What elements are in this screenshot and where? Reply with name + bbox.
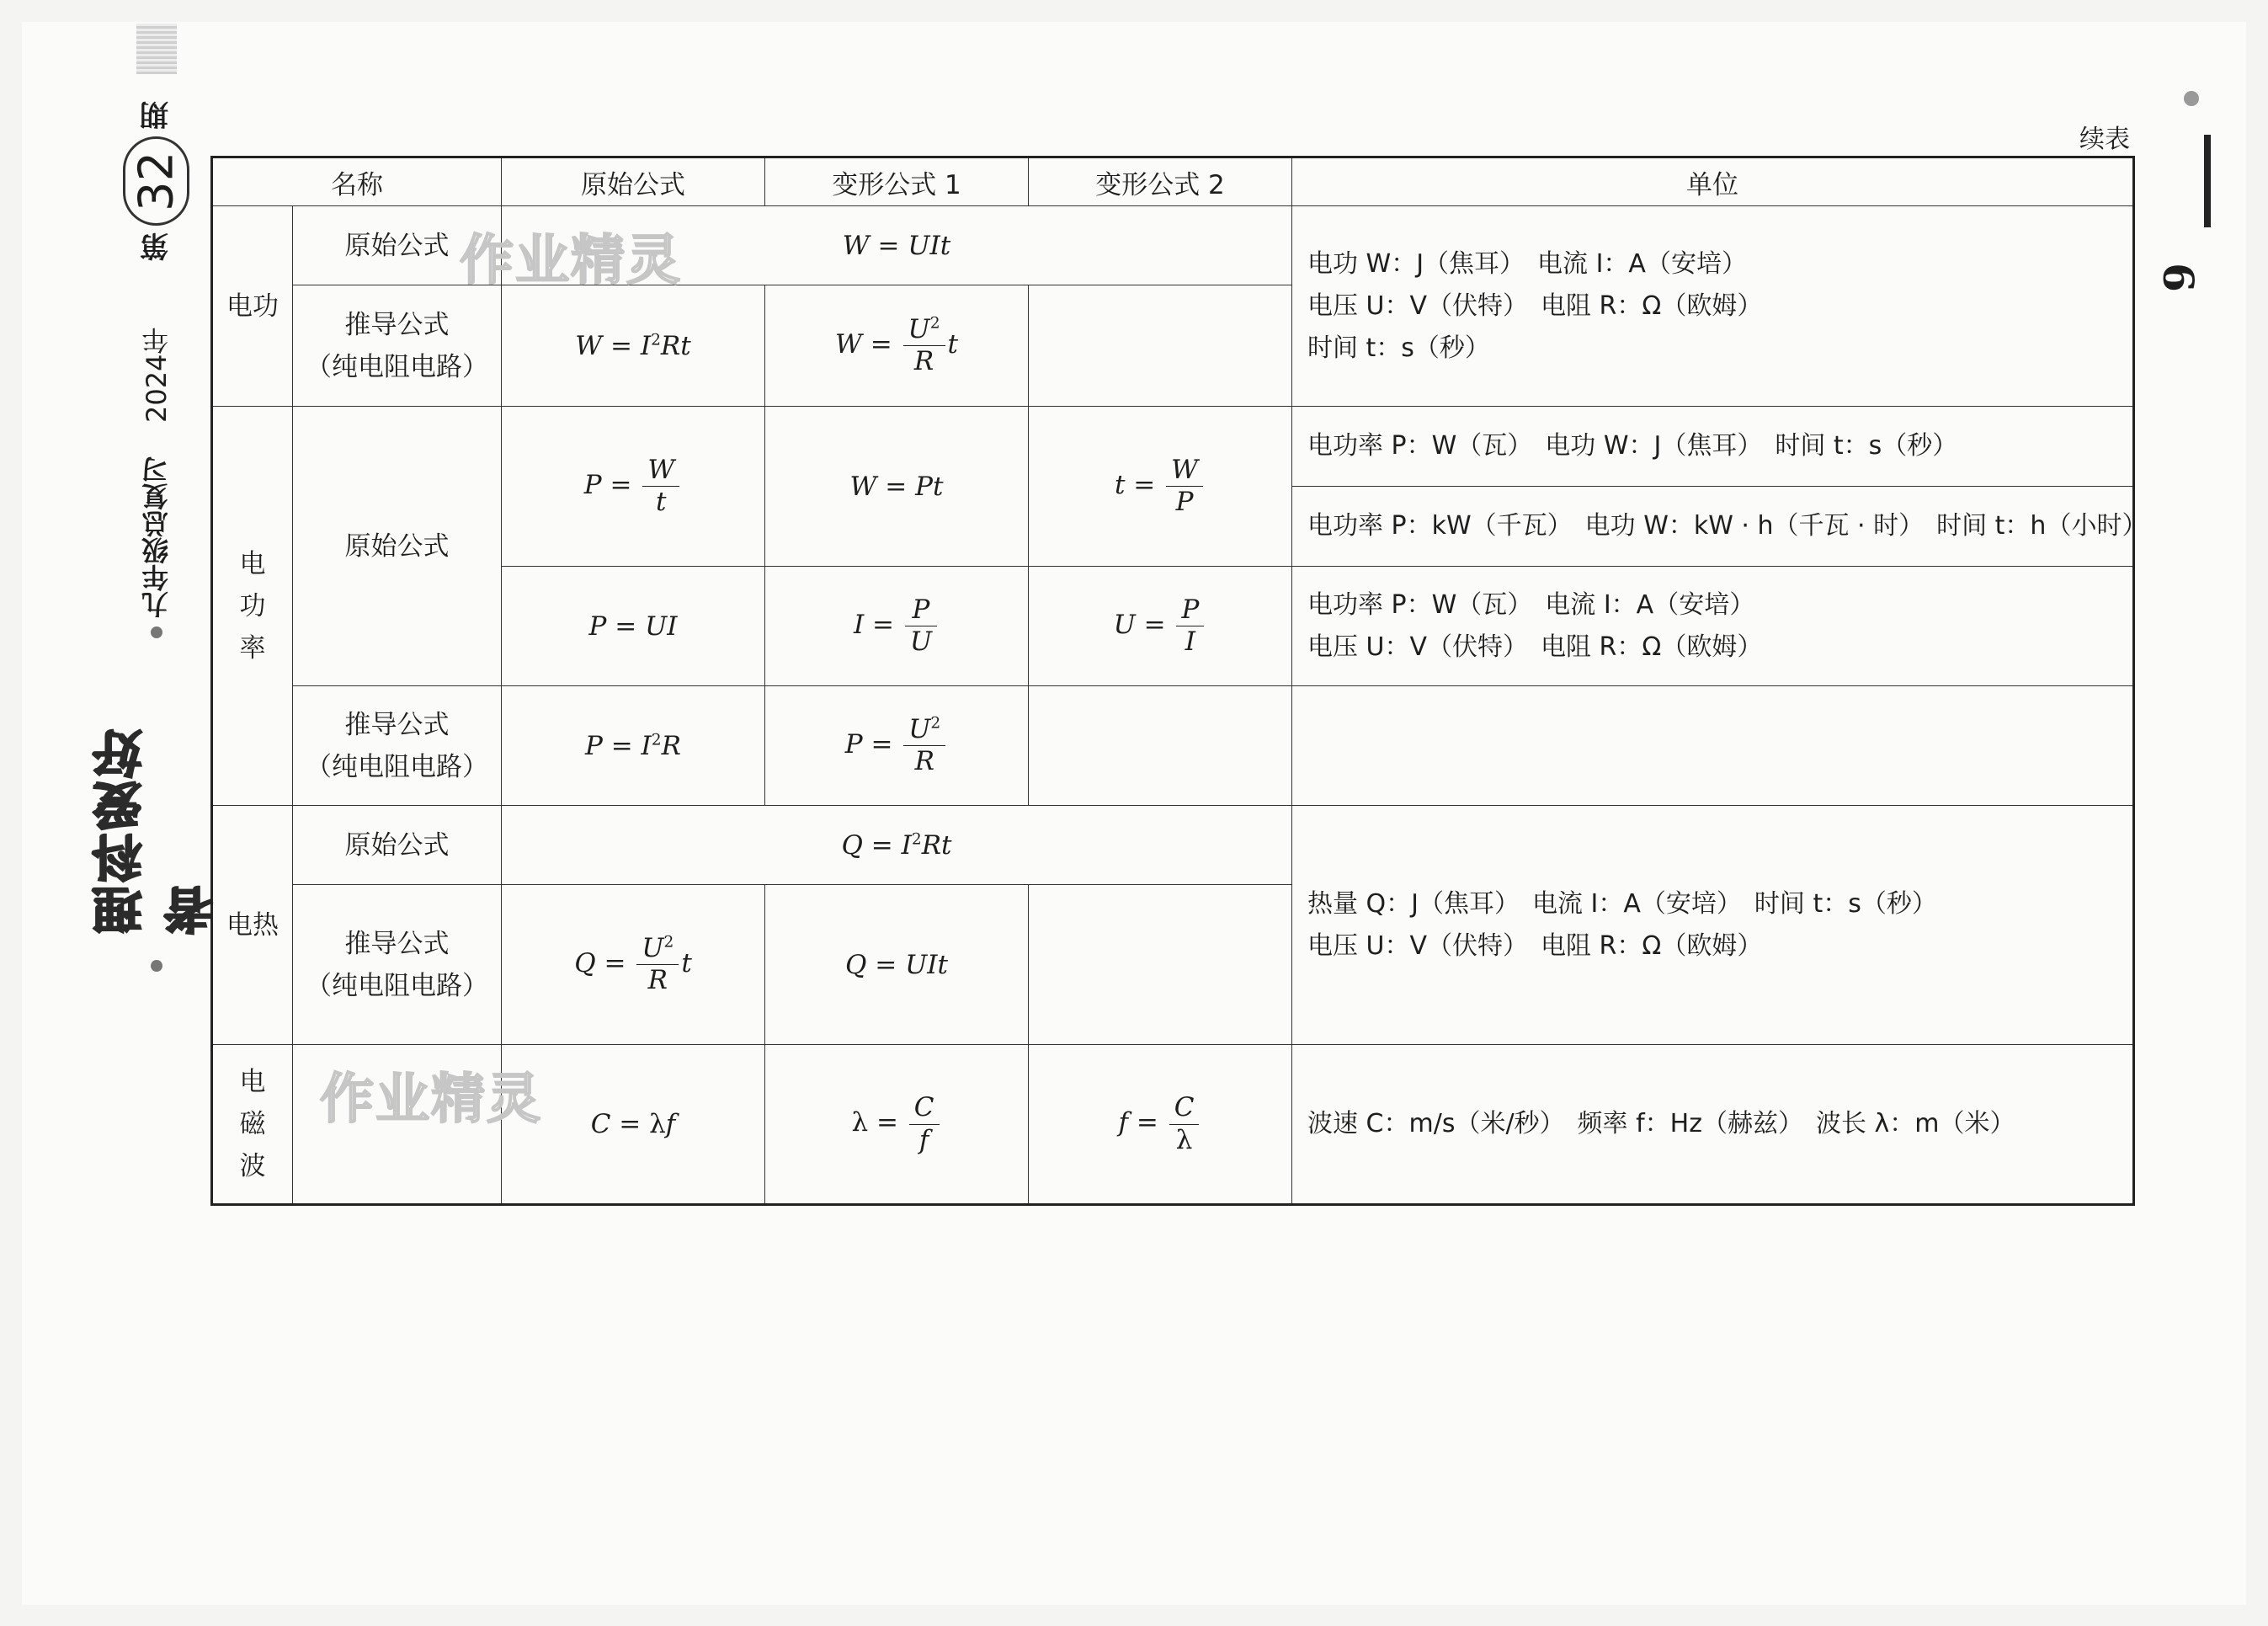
units-cell: [1292, 487, 2148, 567]
units-line: 电功 W：J（焦耳） 电流 I：A（安培）: [1307, 248, 1747, 279]
units-cell: [1292, 206, 2134, 407]
bullet-icon: [151, 626, 162, 638]
formula-cell: W = UIt: [502, 206, 1292, 285]
issue-label: [126, 93, 187, 269]
table-row: [212, 686, 2134, 806]
units-cell: [1292, 567, 2134, 686]
row-label: [293, 686, 502, 806]
category-wave-label: 电磁波: [239, 1067, 266, 1181]
side-header: [126, 25, 187, 952]
row-label: 原始公式: [293, 806, 502, 885]
formula-cell: P = $\frac{W}{t}$: [502, 407, 765, 567]
empty-cell: [1029, 686, 1292, 806]
row-label: [293, 285, 502, 407]
row-label: [293, 885, 502, 1045]
series-label: [126, 455, 187, 648]
units-line: 电压 U：V（伏特） 电阻 R：Ω（欧姆）: [1307, 930, 1763, 961]
units-line: 电压 U：V（伏特） 电阻 R：Ω（欧姆）: [1307, 632, 1763, 662]
empty-cell: [1029, 285, 1292, 407]
units-line: 电功率 P：kW（千瓦） 电功 W：kW · h（千瓦 · 时） 时间 t：h（小时）: [1307, 511, 2148, 541]
header-variant-1: 变形公式 1: [765, 157, 1029, 206]
table-header-row: [212, 157, 2134, 206]
category-heat: 电热: [212, 806, 293, 1045]
units-line: 时间 t：s（秒）: [1307, 333, 1490, 363]
table-row: [212, 407, 2134, 487]
watermark: 作业精灵: [320, 1069, 542, 1131]
empty-cell: [1029, 885, 1292, 1045]
derived-note: （纯电阻电路）: [306, 751, 488, 782]
page-number: 6: [2153, 263, 2203, 292]
year-label: 2024年: [141, 327, 173, 423]
watermark: 作业精灵: [460, 230, 682, 292]
issue-prefix: 第: [140, 232, 174, 261]
formula-cell: λ = $\frac{C}{f}$: [765, 1045, 1029, 1205]
category-power-label: 电功率: [239, 548, 266, 664]
derived-label: 推导公式: [344, 309, 450, 340]
decor-dot: [2184, 91, 2199, 106]
issue-number: 32: [124, 136, 190, 225]
formula-cell: t = $\frac{W}{P}$: [1029, 407, 1292, 567]
issue-suffix: 期: [140, 101, 174, 131]
continued-label: 续表: [2079, 125, 2130, 154]
units-cell: [1292, 407, 2134, 487]
category-work: 电功: [212, 206, 293, 407]
formula-cell: P = $\frac{U^2}{R}$: [765, 686, 1029, 806]
formula-table: [210, 156, 2148, 1206]
derived-label: 推导公式: [344, 928, 450, 959]
row-label: 原始公式: [293, 407, 502, 686]
formula-cell: C = λf: [502, 1045, 765, 1205]
derived-note: （纯电阻电路）: [306, 970, 488, 1001]
derived-note: （纯电阻电路）: [306, 351, 488, 382]
units-cell: [1292, 806, 2134, 1045]
formula-cell: $Q = I^2Rt$: [502, 806, 1292, 885]
row-label: 原始公式: [293, 206, 502, 285]
formula-cell: P = UI: [502, 567, 765, 686]
category-wave: [212, 1045, 293, 1205]
units-line: 电压 U：V（伏特） 电阻 R：Ω（欧姆）: [1307, 291, 1763, 321]
edge-bar: [2204, 135, 2211, 227]
header-name: 名称: [212, 157, 502, 206]
bullet-icon: [151, 960, 162, 972]
derived-label: 推导公式: [344, 709, 450, 740]
header-units: 单位: [1292, 157, 2134, 206]
brand-logo: [128, 690, 185, 935]
header-variant-2: 变形公式 2: [1029, 157, 1292, 206]
units-line: 电功率 P：W（瓦） 电流 I：A（安培）: [1307, 589, 1755, 620]
header-original: 原始公式: [502, 157, 765, 206]
formula-cell: $W = I^2Rt$: [502, 285, 765, 407]
table-row: [212, 806, 2134, 885]
units-line: 波速 C：m/s（米/秒） 频率 f：Hz（赫兹） 波长 λ：m（米）: [1307, 1109, 2015, 1138]
formula-cell: I = $\frac{P}{U}$: [765, 567, 1029, 686]
units-line: 电功率 P：W（瓦） 电功 W：J（焦耳） 时间 t：s（秒）: [1307, 431, 1958, 461]
formula-cell: W = $\frac{U^2}{R}$ t: [765, 285, 1029, 407]
formula-cell: U = $\frac{P}{I}$: [1029, 567, 1292, 686]
formula-cell: Q = $\frac{U^2}{R}$ t: [502, 885, 765, 1045]
category-power: [212, 407, 293, 806]
units-line: 热量 Q：J（焦耳） 电流 I：A（安培） 时间 t：s（秒）: [1307, 888, 1937, 919]
formula-cell: W = Pt: [765, 407, 1029, 567]
series-title: 九年级总复习: [141, 456, 173, 618]
formula-cell: Q = UIt: [765, 885, 1029, 1045]
units-cell: [1292, 1045, 2134, 1205]
formula-cell: $P = I^2R$: [502, 686, 765, 806]
formula-cell: f = $\frac{C}{\lambda}$: [1029, 1045, 1292, 1205]
